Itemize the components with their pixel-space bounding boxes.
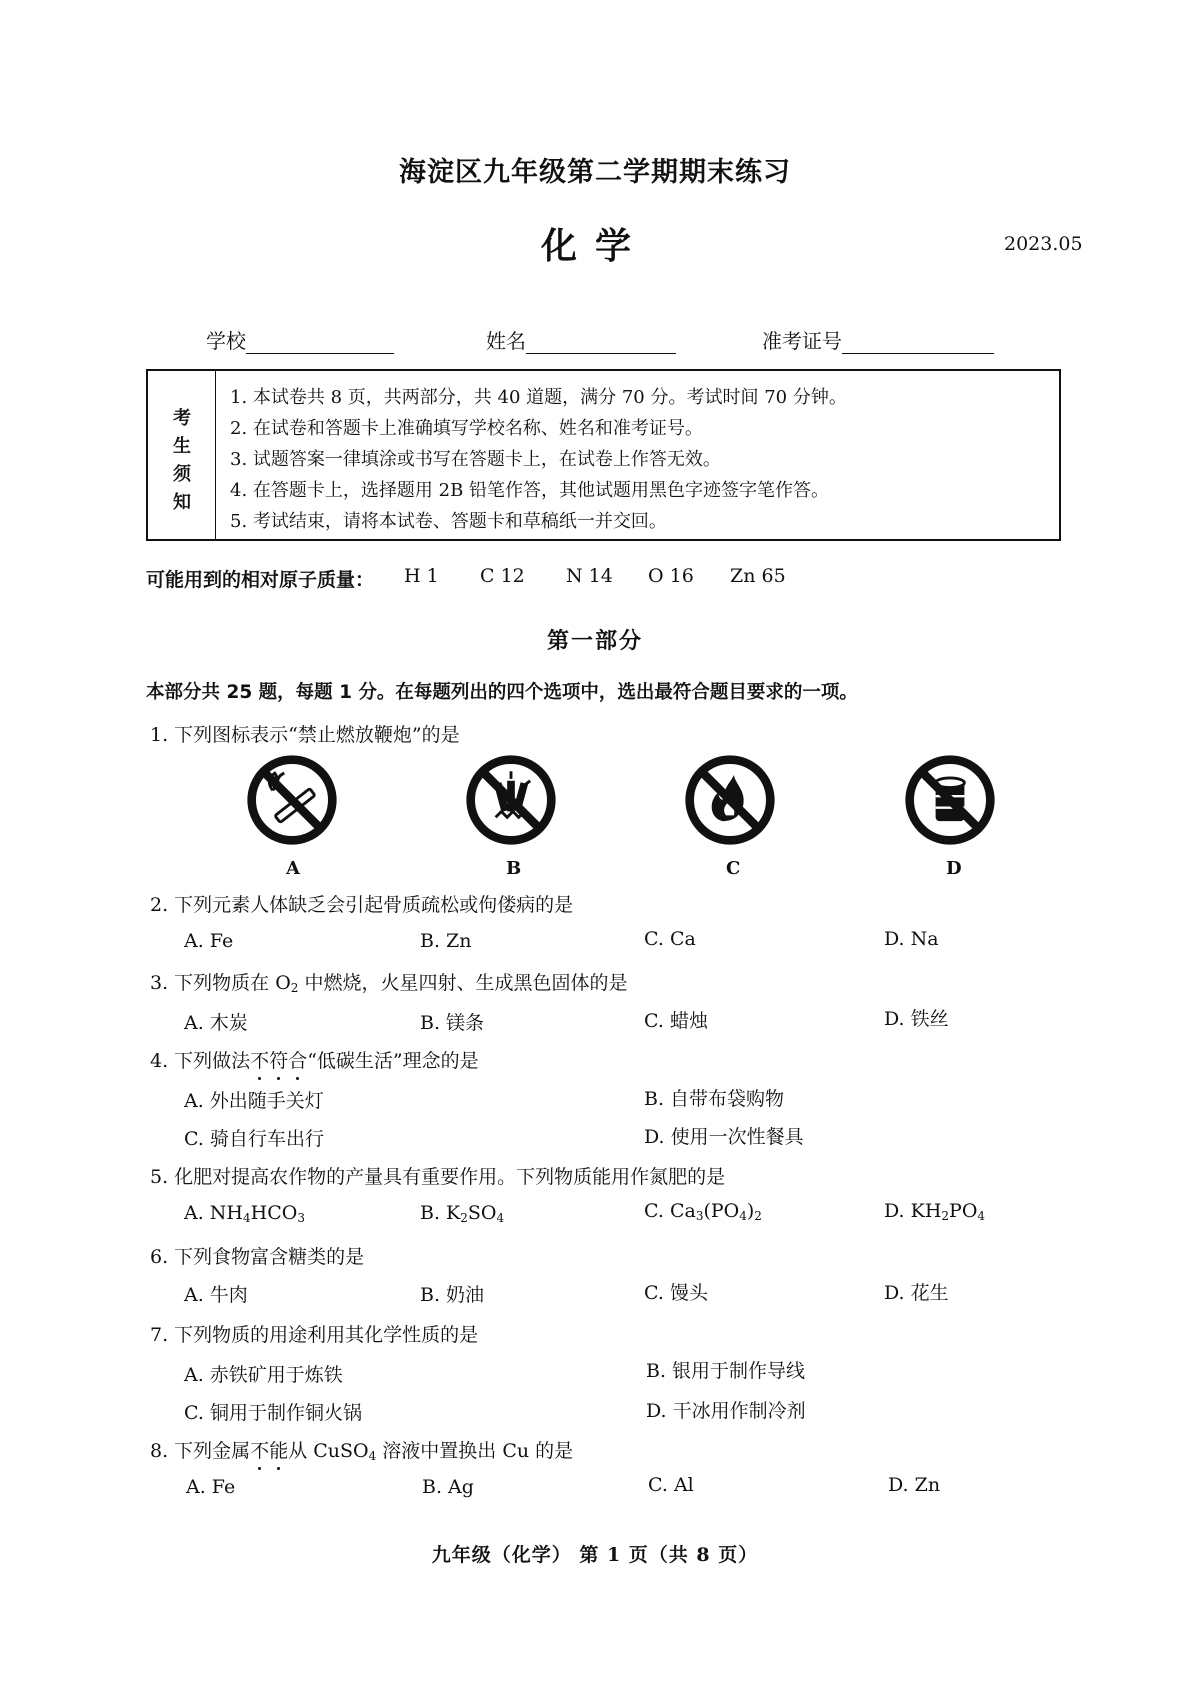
option[interactable]: C. $Ca_3(PO_4)_2$ — [644, 1200, 762, 1223]
option[interactable]: D. 使用一次性餐具 — [644, 1126, 804, 1148]
option[interactable]: C. 馒头 — [644, 1282, 708, 1304]
option[interactable]: C. 骑自行车出行 — [184, 1128, 324, 1150]
notice-item: 4. 在答题卡上，选择题用 2B 铅笔作答，其他试题用黑色字迹签字笔作答。 — [230, 480, 830, 501]
part-one-instruction: 本部分共 25 题，每题 1 分。在每题列出的四个选项中，选出最符合题目要求的一项。 — [146, 682, 858, 703]
question-8: 8. 下列金属不能从 CuSO$_4$ 溶液中置换出 Cu 的是 — [150, 1436, 573, 1463]
notice-item: 3. 试题答案一律填涂或书写在答题卡上，在试卷上作答无效。 — [230, 449, 721, 470]
option-label-c: C — [726, 858, 741, 879]
name-field[interactable] — [486, 325, 676, 354]
page-footer: 九年级（化学） 第 1 页（共 8 页） — [431, 1544, 759, 1566]
option-label-b: B — [506, 858, 522, 879]
name-label: 姓名 — [486, 329, 526, 353]
option[interactable]: A. $NH_4HCO_3$ — [184, 1202, 305, 1225]
notice-item: 1. 本试卷共 8 页，共两部分，共 40 道题，满分 70 分。考试时间 70 分钟。 — [230, 387, 847, 408]
school-field[interactable] — [206, 325, 394, 354]
question-6: 6. 下列食物富含糖类的是 — [150, 1246, 365, 1268]
notice-label: 考 生 须 知 — [148, 371, 216, 539]
option[interactable]: B. $K_2SO_4$ — [420, 1202, 505, 1225]
option[interactable]: D. 干冰用作制冷剂 — [646, 1400, 806, 1422]
option[interactable]: D. $KH_2PO_4$ — [884, 1200, 986, 1223]
option[interactable]: D. Zn — [888, 1474, 941, 1496]
subject-title: 化学 — [540, 225, 649, 267]
exam-id-field[interactable] — [762, 325, 994, 354]
option[interactable]: C. 蜡烛 — [644, 1010, 708, 1032]
atomic-mass-value: H 1 — [404, 565, 439, 587]
exam-id-label: 准考证号 — [762, 329, 842, 353]
option[interactable]: A. Fe — [186, 1476, 236, 1498]
option[interactable]: D. 花生 — [884, 1282, 949, 1304]
option[interactable]: C. Al — [648, 1474, 694, 1496]
atomic-mass-value: C 12 — [480, 565, 525, 587]
option[interactable]: C. 铜用于制作铜火锅 — [184, 1402, 362, 1424]
option[interactable]: B. 银用于制作导线 — [646, 1360, 806, 1382]
question-1: 1. 下列图标表示“禁止燃放鞭炮”的是 — [150, 724, 460, 746]
no-smoking-sign-icon[interactable] — [244, 752, 340, 848]
atomic-mass-value: N 14 — [566, 565, 613, 587]
option[interactable]: A. 外出随手关灯 — [184, 1090, 324, 1112]
school-label: 学校 — [206, 329, 246, 353]
atomic-mass-label: 可能用到的相对原子质量： — [146, 569, 375, 591]
no-barrel-sign-icon[interactable] — [902, 752, 998, 848]
question-7: 7. 下列物质的用途利用其化学性质的是 — [150, 1324, 479, 1346]
option[interactable]: D. 铁丝 — [884, 1008, 949, 1030]
option[interactable]: B. Zn — [420, 930, 472, 952]
option[interactable]: B. Ag — [422, 1476, 474, 1498]
option[interactable]: D. Na — [884, 928, 939, 950]
part-one-title: 第一部分 — [546, 628, 643, 654]
no-fireworks-sign-icon[interactable] — [463, 752, 559, 848]
option[interactable]: B. 镁条 — [420, 1012, 485, 1034]
atomic-mass-line — [146, 565, 786, 591]
question-2: 2. 下列元素人体缺乏会引起骨质疏松或佝偻病的是 — [150, 894, 574, 916]
candidate-notice-box — [146, 369, 1061, 541]
exam-title: 海淀区九年级第二学期期末练习 — [399, 157, 791, 188]
option[interactable]: A. 赤铁矿用于炼铁 — [184, 1364, 343, 1386]
no-fire-sign-icon[interactable] — [682, 752, 778, 848]
notice-item: 2. 在试卷和答题卡上准确填写学校名称、姓名和准考证号。 — [230, 418, 703, 439]
option-label-d: D — [946, 858, 962, 879]
option[interactable]: C. Ca — [644, 928, 696, 950]
atomic-mass-value: O 16 — [648, 565, 694, 587]
question-5: 5. 化肥对提高农作物的产量具有重要作用。下列物质能用作氮肥的是 — [150, 1166, 726, 1188]
question-4: 4. 下列做法不符合“低碳生活”理念的是 — [150, 1046, 479, 1073]
option[interactable]: A. 木炭 — [184, 1012, 248, 1034]
question-3: 3. 下列物质在 $O_2$ 中燃烧，火星四射、生成黑色固体的是 — [150, 972, 628, 995]
exam-date: 2023.05 — [1004, 233, 1083, 255]
notice-item: 5. 考试结束，请将本试卷、答题卡和草稿纸一并交回。 — [230, 511, 667, 532]
option-label-a: A — [286, 858, 300, 879]
option[interactable]: B. 奶油 — [420, 1284, 485, 1306]
option[interactable]: A. 牛肉 — [184, 1284, 248, 1306]
atomic-mass-value: Zn 65 — [730, 565, 786, 587]
option[interactable]: B. 自带布袋购物 — [644, 1088, 785, 1110]
option[interactable]: A. Fe — [184, 930, 234, 952]
